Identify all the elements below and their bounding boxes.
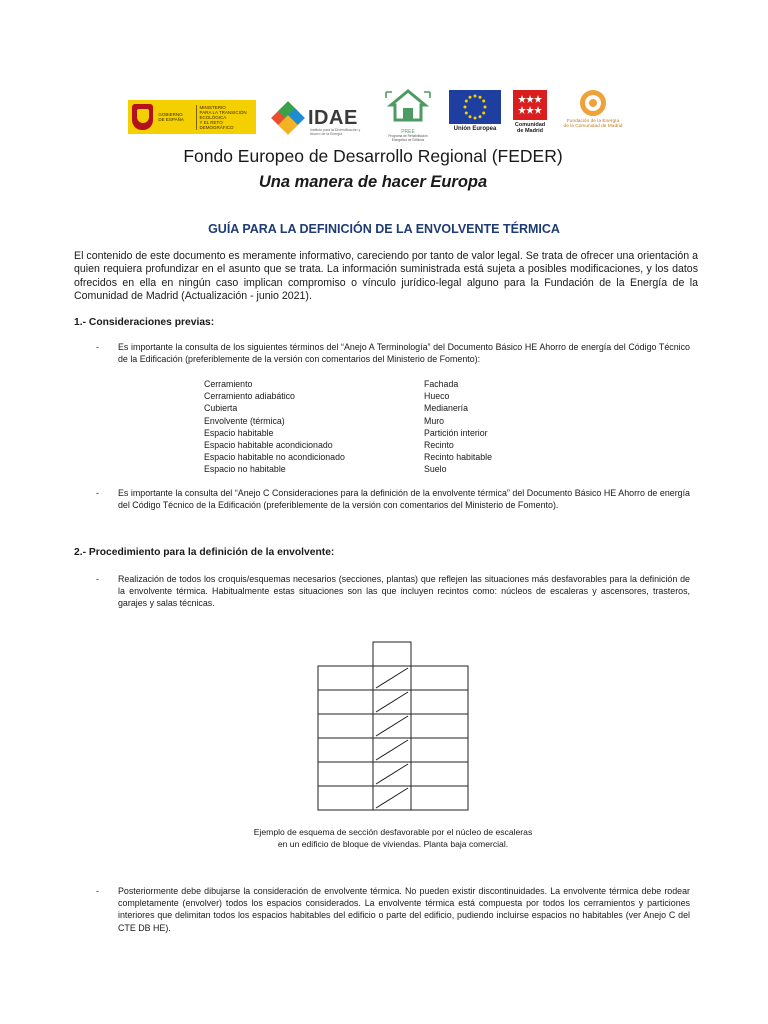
fundacion-line-2: de la Comunidad de Madrid	[563, 124, 623, 130]
section-1-bullet-1: Es importante la consulta de los siguientes términos del “Anejo A Terminología” del Documento Básico HE Ahorro de energía del Código Técnico de la Edificación (preferiblemente de la versión con comentarios del Ministerio de Fomento):	[118, 342, 690, 365]
idae-subtitle: Instituto para la Diversificación y Ahorro de la Energía	[310, 128, 361, 136]
document-title: GUÍA PARA LA DEFINICIÓN DE LA ENVOLVENTE TÉRMICA	[208, 222, 560, 236]
term-item: Cerramiento	[204, 379, 253, 389]
fundacion-energia-logo	[558, 90, 628, 134]
bullet-dash: -	[96, 886, 99, 896]
intro-paragraph: El contenido de este documento es meramente informativo, careciendo por tanto de valor legal. Se trata de ofrecer una orientación a quien requiera profundizar en el asunto que se trata. La información suministrada está sujeta a posibles modificaciones, y los datos ofrecidos en ella en ningún caso implican compromiso o vínculo jurídico-legal alguno para la Fundación de la Energía de la Comunidad de Madrid (Actualización - junio 2021).	[74, 250, 698, 303]
term-item: Partición interior	[424, 427, 488, 438]
bullet-dash: -	[96, 574, 99, 584]
terms-right-list	[424, 378, 574, 476]
fundacion-label	[558, 119, 628, 130]
term-item: Muro	[424, 415, 445, 426]
eu-label: Unión Europea	[453, 126, 497, 132]
fundacion-ring-icon	[580, 90, 606, 116]
union-europea-logo	[448, 90, 502, 136]
section-2-heading: 2.- Procedimiento para la definición de la envolvente:	[74, 547, 335, 558]
pree-label: PREE	[401, 129, 415, 135]
term-item: Fachada	[424, 379, 459, 389]
idae-logo	[272, 100, 372, 136]
bullet-dash: -	[96, 488, 99, 498]
section-1-bullet-2: Es importante la consulta del “Anejo C Consideraciones para la definición de la envolvente térmica” del Documento Básico HE Ahorro de energía del Código Técnico de la Edificación (preferiblemente de la versión con comentarios del Ministerio de Fomento).	[118, 488, 690, 511]
term-item: Espacio habitable acondicionado	[204, 440, 333, 451]
ministerio-text	[196, 105, 256, 130]
ministerio-line-3: Y EL RETO DEMOGRÁFICO	[199, 119, 234, 130]
pree-logo	[382, 88, 434, 146]
building-section-diagram	[310, 640, 474, 814]
gobierno-text	[158, 112, 191, 122]
term-item: Espacio habitable	[204, 427, 274, 438]
term-item: Cerramiento adiabático	[204, 391, 295, 402]
term-item: Recinto	[424, 440, 454, 451]
fundacion-line-1: Fundación de la Energía	[566, 119, 620, 124]
section-2-bullet-2: Posteriormente debe dibujarse la consideración de envolvente térmica. No pueden existir discontinuidades. La envolvente térmica debe rodear completamente (envolver) todos los espacios considerados. La envolvente térmica está compuesta por todos los cerramientos y particiones interiores que delimitan todos los espacios habitables del edificio o parte del edificio, pudiendo incluirse espacios no habitables (ver Anejo C del CTE DB HE).	[118, 886, 690, 933]
house-icon	[382, 88, 434, 124]
term-item: Espacio habitable no acondicionado	[204, 452, 345, 463]
idae-name: IDAE	[308, 106, 358, 129]
term-item: Suelo	[424, 464, 447, 475]
term-item: Recinto habitable	[424, 452, 492, 463]
term-item: Hueco	[424, 391, 450, 402]
ministerio-line-1: MINISTERIO	[199, 104, 226, 110]
pree-subtitle: Programa de Rehabilitación Energética de Edificios	[388, 134, 428, 142]
madrid-label-line-1: Comunidad	[514, 122, 546, 128]
eu-flag-icon	[449, 90, 501, 124]
term-item: Espacio no habitable	[204, 464, 286, 475]
idae-mark-icon	[272, 102, 304, 134]
term-item: Envolvente (térmica)	[204, 415, 285, 426]
feder-title: Fondo Europeo de Desarrollo Regional (FEDER)	[183, 146, 563, 166]
gobierno-espana-logo	[128, 100, 256, 134]
terms-left-list	[204, 378, 394, 476]
term-item: Medianería	[424, 403, 469, 414]
ministerio-line-2: PARA LA TRANSICIÓN ECOLÓGICA	[199, 109, 247, 120]
gobierno-line-1: GOBIERNO	[158, 112, 183, 117]
bullet-dash: -	[96, 342, 99, 352]
madrid-flag-icon	[513, 90, 547, 120]
section-2-bullet-1: Realización de todos los croquis/esquemas necesarios (secciones, plantas) que reflejen las situaciones más desfavorables para la definición de la envolvente térmica. Habitualmente estas situaciones son las que incluyen recintos como: núcleos de escaleras y ascensores, trasteros, garajes y salas técnicas.	[118, 574, 690, 609]
madrid-label	[512, 122, 548, 134]
figure-caption	[200, 826, 586, 850]
caption-line-1: Ejemplo de esquema de sección desfavorable por el núcleo de escaleras	[253, 827, 533, 837]
caption-line-2: en un edificio de bloque de viviendas. Planta baja comercial.	[277, 839, 509, 850]
gobierno-line-2: DE ESPAÑA	[158, 117, 184, 122]
madrid-label-line-2: de Madrid	[517, 128, 543, 134]
section-1-heading: 1.- Consideraciones previas:	[74, 317, 215, 328]
term-item: Cubierta	[204, 403, 238, 414]
comunidad-madrid-logo	[512, 90, 548, 138]
coat-of-arms-icon	[132, 104, 153, 130]
feder-subtitle: Una manera de hacer Europa	[258, 173, 488, 191]
